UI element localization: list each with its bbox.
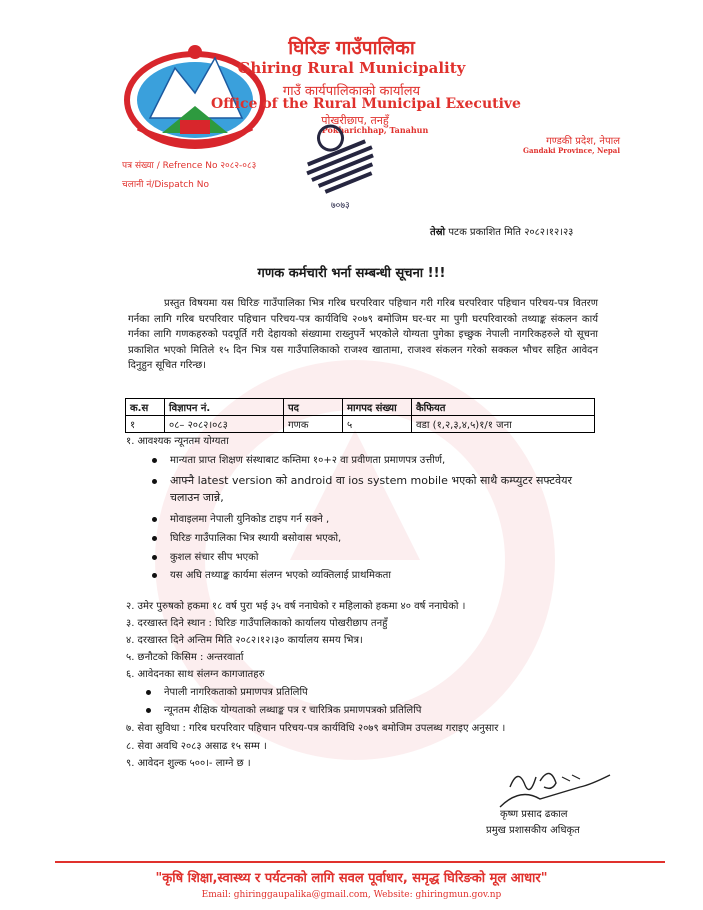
seal-number: ७०७३ <box>331 201 350 211</box>
municipality-name-en: Ghiring Rural Municipality <box>237 59 466 77</box>
notice-paragraph: प्रस्तुत विषयमा यस घिरिङ गाउँपालिका भित्र गरिब घरपरिवार पहिचान गरी गरिब घरपरिवार पहिचान परिचय-पत्र वितरण गर्नका लागि गरिब घरपरिवार पहिचान परिचय-पत्र कार्यविधि २०७९ बमोजिम घर-घर मा पुगी घरपरिवारको तथ्याङ्क संकलन कार्य गर्नका लागि गणकहरुको पदपूर्ति गरी देहायको संख्यामा राख्नुपर्ने भएकोले योग्यता पुगेका इच्छुक नेपाली नागरिकहरुले यो सूचना प्रकाशित भएको मितिले १५ दिन भित्र यस गाउँपालिकाको राजश्व खातामा, राजश्व संकलन गरेको सक्कल भौचर सहित आवेदन दिनुहुन सूचित गरिन्छ। <box>128 298 598 372</box>
col-header-ad-no: विज्ञापन नं. <box>165 399 284 416</box>
cell-count: ५ <box>343 416 412 433</box>
cell-post: गणक <box>284 416 343 433</box>
bullet-icon <box>152 555 157 560</box>
bullet-icon <box>152 536 157 541</box>
address-en: Pokharichhap, Tanahun <box>321 125 429 135</box>
footer-contact: Email: ghiringgaupalika@gmail.com, Website: ghiringmun.gov.np <box>201 890 502 900</box>
province-ne: गण्डकी प्रदेश, नेपाल <box>546 136 620 147</box>
dispatch-number: चलानी नं/Dispatch No <box>122 180 209 190</box>
office-name-ne: गाउँ कार्यपालिकाको कार्यालय <box>282 84 421 99</box>
col-header-post: पद <box>284 399 343 416</box>
municipality-name-ne: घिरिङ गाउँपालिका <box>288 37 415 59</box>
point-selection: ५. छनौटको किसिम : अन्तरवार्ता <box>126 652 244 663</box>
publish-date <box>430 224 573 238</box>
bullet-icon <box>152 479 157 484</box>
cell-ad-no: ०८– २०८२।०८३ <box>165 416 284 433</box>
bullet-icon <box>152 458 157 463</box>
point-fee: ९. आवेदन शुल्क ५००।- लाग्ने छ । <box>126 758 251 769</box>
signatory-name: कृष्ण प्रसाद ढकाल <box>500 809 568 820</box>
address-ne: पोखरीछाप, तनहुँ <box>321 114 389 127</box>
requirement-item: कुशल संचार सीप भएको <box>170 552 259 563</box>
bullet-icon <box>146 690 151 695</box>
footer-divider <box>55 861 665 863</box>
requirements-heading: १. आवश्यक न्यूनतम योग्यता <box>126 436 229 447</box>
requirement-item: मान्यता प्राप्त शिक्षण संस्थाबाट कम्तिमा १०+२ वा प्रवीणता प्रमाणपत्र उत्तीर्ण, <box>170 455 446 466</box>
office-seal-stamp <box>296 118 386 210</box>
point-place: ३. दरखास्त दिने स्थान : घिरिङ गाउँपालिकाको कार्यालय पोखरीछाप तनहुँ <box>126 618 388 629</box>
document-item: न्यूनतम शैक्षिक योग्यताको लब्धाङ्क पत्र र चारित्रिक प्रमाणपत्रको प्रतिलिपि <box>164 705 422 716</box>
publish-date-text: पटक प्रकाशित मिति २०८२।१२।२३ <box>448 227 574 238</box>
footer-slogan: "कृषि शिक्षा,स्वास्थ्य र पर्यटनको लागि सवल पूर्वाधार, समृद्ध घिरिङको मूल आधार" <box>155 871 548 886</box>
requirement-item: यस अघि तथ्याङ्क कार्यमा संलग्न भएको व्यक्तिलाई प्राथमिकता <box>170 570 391 581</box>
table-row <box>126 416 595 433</box>
vacancy-table <box>125 398 595 433</box>
point-duration: ८. सेवा अवधि २०८३ असाढ १५ सम्म । <box>126 741 267 752</box>
table-header-row <box>126 399 595 416</box>
requirement-item: घिरिङ गाउँपालिका भित्र स्थायी बसोवास भएको, <box>170 533 342 544</box>
col-header-remarks: कैफियत <box>412 399 595 416</box>
reference-number: पत्र संख्या / Refrence No २०८२-०८३ <box>122 161 257 171</box>
notice-title: गणक कर्मचारी भर्ना सम्बन्धी सूचना !!! <box>257 266 446 281</box>
document-item: नेपाली नागरिकताको प्रमाणपत्र प्रतिलिपि <box>164 687 308 698</box>
office-name-en: Office of the Rural Municipal Executive <box>211 96 521 112</box>
cell-sn: १ <box>126 416 165 433</box>
province-en: Gandaki Province, Nepal <box>523 146 620 155</box>
cell-remarks: वडा (१,२,३,४,५)१/१ जना <box>412 416 595 433</box>
col-header-sn: क.स <box>126 399 165 416</box>
bullet-icon <box>152 573 157 578</box>
col-header-count: मागपद संख्या <box>343 399 412 416</box>
requirement-item: आफ्नै latest version को android वा ios system mobile भएको साथै कम्प्युटर सफ्टवेयर चलाउन जान्ने, <box>170 474 572 504</box>
point-deadline: ४. दरखास्त दिने अन्तिम मिति २०८२।१२।३० कार्यालय समय भित्र। <box>126 635 363 646</box>
signatory-post: प्रमुख प्रशासकीय अधिकृत <box>486 825 580 836</box>
bullet-icon <box>152 517 157 522</box>
bullet-icon <box>146 708 151 713</box>
point-documents: ६. आवेदनका साथ संलग्न कागजातहरु <box>126 669 265 680</box>
point-facilities: ७. सेवा सुविधा : गरिब घरपरिवार पहिचान परिचय-पत्र कार्यविधि २०७९ बमोजिम उपलब्ध गराइए अनुसार । <box>126 723 506 734</box>
point-age: २. उमेर पुरुषको हकमा १८ वर्ष पुरा भई ३५ वर्ष ननाघेको र महिलाको हकमा ४० वर्ष ननाघेको । <box>126 601 466 612</box>
requirement-item: मोवाइलमा नेपाली युनिकोड टाइप गर्न सक्ने , <box>170 514 330 525</box>
publish-count: तेस्रो <box>430 227 446 238</box>
